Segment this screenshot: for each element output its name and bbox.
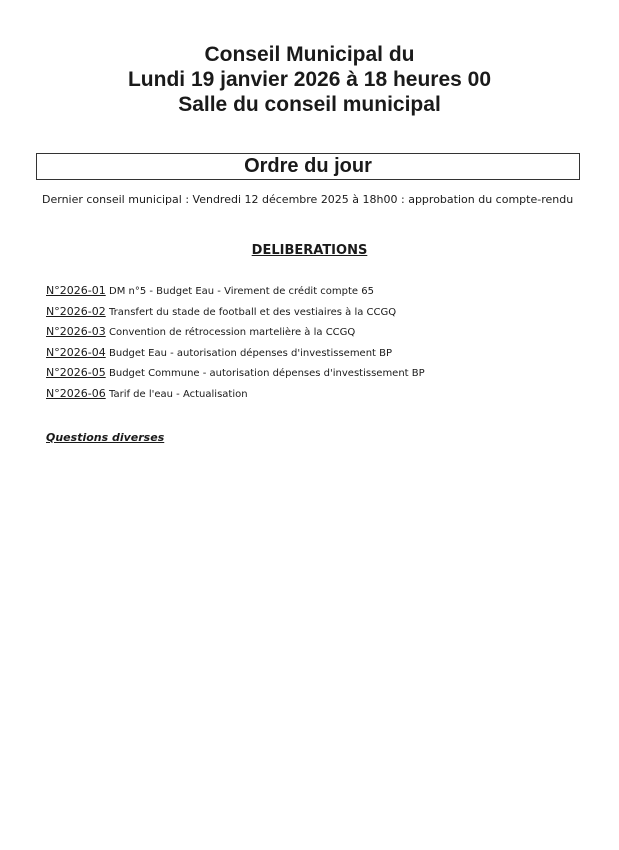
deliberation-text: Convention de rétrocession martelière à la CCGQ xyxy=(109,327,356,338)
deliberation-item xyxy=(46,346,586,367)
last-meeting-note: Dernier conseil municipal : Vendredi 12 décembre 2025 à 18h00 : approbation du compte-rendu xyxy=(42,193,574,206)
deliberation-text: Budget Eau - autorisation dépenses d'investissement BP xyxy=(109,347,393,359)
deliberation-item xyxy=(46,305,586,326)
deliberations-heading xyxy=(0,242,619,260)
deliberation-number: N°2026-05 xyxy=(46,366,106,379)
deliberation-number: N°2026-03 xyxy=(46,325,106,338)
deliberations-heading-text: DELIBERATIONS xyxy=(251,243,368,258)
meeting-location: Salle du conseil municipal xyxy=(178,93,441,116)
deliberation-number: N°2026-02 xyxy=(46,304,106,318)
deliberation-text: DM n°5 - Budget Eau - Virement de crédit compte 65 xyxy=(109,286,374,297)
agenda-title: Ordre du jour xyxy=(244,155,372,177)
meeting-title: Conseil Municipal du xyxy=(204,43,415,66)
deliberation-item xyxy=(46,366,586,387)
deliberation-item xyxy=(46,284,586,305)
deliberation-number: N°2026-04 xyxy=(46,345,106,359)
deliberation-item xyxy=(46,387,586,408)
agenda-title-box xyxy=(36,153,580,180)
deliberation-text: Tarif de l'eau - Actualisation xyxy=(109,388,248,400)
deliberation-item xyxy=(46,325,586,346)
meeting-date: Lundi 19 janvier 2026 à 18 heures 00 xyxy=(127,68,492,91)
deliberation-text: Budget Commune - autorisation dépenses d'investissement BP xyxy=(109,368,425,379)
questions-diverses-heading: Questions diverses xyxy=(46,431,165,444)
deliberation-number: N°2026-06 xyxy=(46,386,106,400)
deliberation-text: Transfert du stade de football et des vestiaires à la CCGQ xyxy=(109,306,397,318)
deliberation-number: N°2026-01 xyxy=(46,284,106,297)
meeting-header xyxy=(0,42,619,117)
deliberations-list xyxy=(46,284,586,407)
